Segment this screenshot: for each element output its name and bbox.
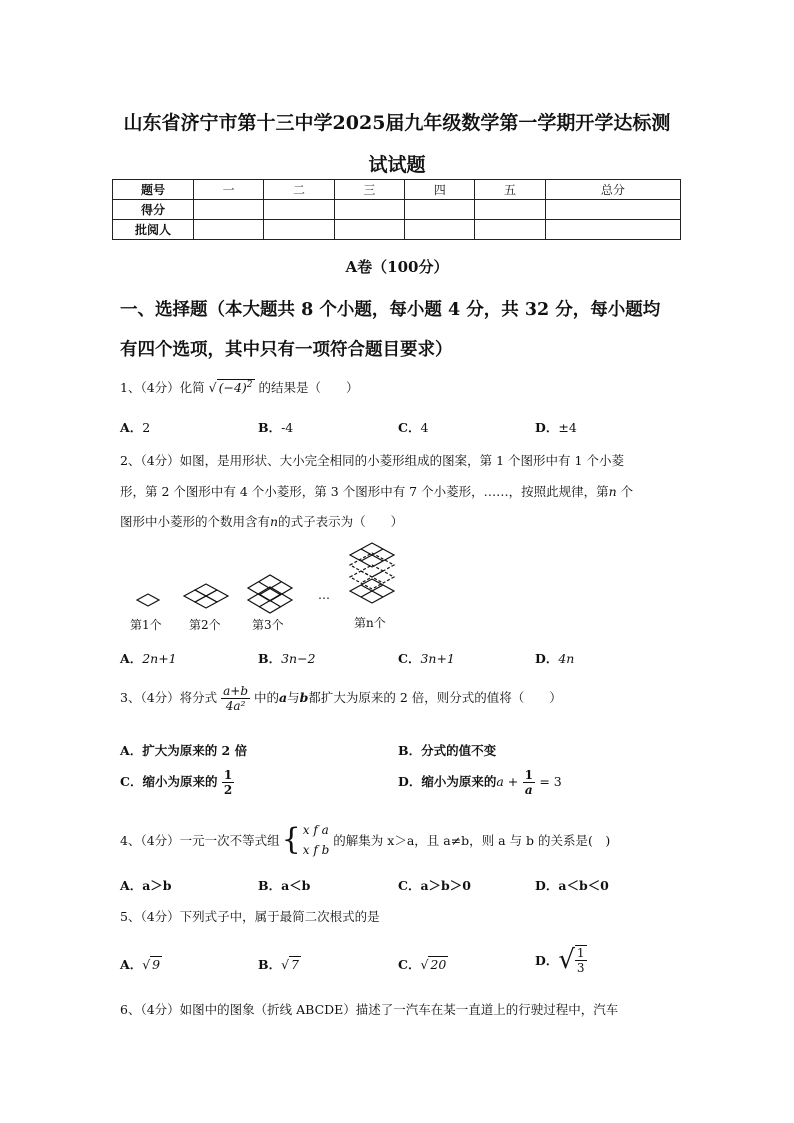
frac-num: 1 (524, 768, 533, 782)
option-value: a＜b＜0 (558, 878, 609, 893)
question-6: 6、（4分）如图中的图象（折线 ABCDE）描述了一汽车在某一直道上的行驶过程中，汽车 (120, 1002, 619, 1017)
score-cell[interactable] (334, 220, 404, 240)
option-letter: C． (398, 651, 421, 666)
figure-label-n: 第n个 (354, 616, 386, 630)
question-5: 5、（4分）下列式子中，属于最简二次根式的是 (120, 909, 380, 924)
q1-option-a[interactable] (120, 418, 150, 436)
score-row-label: 得分 (113, 200, 194, 220)
q5-option-d[interactable] (535, 945, 587, 975)
q2-option-b[interactable] (258, 649, 316, 667)
q3-var-a: a (279, 690, 288, 705)
brace-icon: { (281, 822, 301, 857)
score-cell[interactable] (264, 220, 334, 240)
option-value: -4 (281, 420, 294, 435)
q3-prefix: 3、（4分）将分式 (120, 690, 218, 705)
frac-den: 3 (576, 961, 585, 975)
q1-prefix: 1、（4分）化简 (120, 380, 205, 395)
radicand: 7 (291, 957, 299, 972)
option-value: a＞b＞0 (420, 878, 471, 893)
option-letter: D． (535, 651, 559, 666)
q3-fraction (221, 684, 250, 713)
sqrt-expr: √ 9 (142, 957, 161, 972)
score-cell[interactable] (545, 220, 680, 240)
option-letter: D． (535, 953, 559, 968)
option-letter: B． (398, 743, 422, 758)
score-table-header-row (113, 180, 681, 200)
option-letter: C． (120, 774, 143, 789)
frac-den: 2 (223, 783, 233, 797)
q1-option-d[interactable] (535, 418, 577, 436)
rhombus-group-2 (184, 584, 228, 608)
figure-label-1: 第1个 (130, 618, 162, 632)
rhombus-group-n (350, 543, 394, 603)
q3-mid2: 与 (287, 690, 300, 705)
q3-optc-fraction (222, 768, 234, 797)
q4-sys-line2: x f b (302, 843, 330, 857)
radicand: 20 (430, 957, 447, 972)
score-cell[interactable] (194, 220, 264, 240)
option-value: a＜b (281, 878, 311, 893)
q2-option-a[interactable] (120, 649, 177, 667)
score-header-cell: 四 (405, 180, 475, 200)
q1-suffix: 的结果是（ ） (258, 380, 359, 395)
score-row-label: 批阅人 (113, 220, 194, 240)
score-table-row (113, 200, 681, 220)
frac-num: 1 (223, 768, 233, 782)
q4-option-d[interactable] (535, 876, 609, 894)
q2-var-n: n (270, 514, 279, 529)
score-cell[interactable] (475, 220, 545, 240)
option-letter: D． (535, 878, 559, 893)
q2-var-n: n (608, 484, 617, 499)
option-letter: C． (398, 420, 421, 435)
frac-den: a (524, 783, 533, 797)
option-letter: A． (120, 420, 143, 435)
q5-option-c[interactable] (398, 955, 448, 973)
q5-option-a[interactable] (120, 955, 162, 973)
frac-num: 1 (576, 946, 585, 960)
radicand: 9 (152, 957, 161, 972)
score-cell[interactable] (475, 200, 545, 220)
sqrt-fraction (575, 945, 587, 975)
option-value: 3n−2 (281, 651, 316, 666)
sqrt-expr: √ 20 (420, 957, 447, 972)
sqrt-expr: √ 7 (281, 957, 299, 972)
q3-optd-expr: a + (496, 774, 519, 789)
question-4 (120, 820, 610, 860)
score-table (112, 179, 681, 240)
q1-option-b[interactable] (258, 418, 293, 436)
question-1 (120, 378, 359, 396)
exam-title-line2: 试试题 (368, 154, 426, 176)
q3-mid1: 中的 (254, 690, 280, 705)
score-table-row (113, 220, 681, 240)
score-cell[interactable] (194, 200, 264, 220)
q3-optd-expr-end: = 3 (539, 774, 562, 789)
option-letter: A． (120, 651, 143, 666)
option-letter: B． (258, 420, 282, 435)
q4-option-c[interactable] (398, 876, 471, 894)
q2-option-d[interactable] (535, 649, 574, 667)
q2-line3-a: 图形中小菱形的个数用含有 (120, 514, 271, 529)
q3-option-c[interactable] (120, 768, 234, 797)
q4-system (303, 820, 330, 860)
q4-prefix: 4、（4分）一元一次不等式组 (120, 833, 280, 848)
score-header-cell: 一 (194, 180, 264, 200)
option-value: 3n+1 (420, 651, 455, 666)
option-value: 4 (420, 420, 429, 435)
option-letter: B． (258, 651, 282, 666)
option-value: ±4 (558, 420, 577, 435)
score-header-cell: 题号 (113, 180, 194, 200)
option-value: 2n+1 (142, 651, 177, 666)
q4-option-b[interactable] (258, 876, 310, 894)
q3-suffix: 都扩大为原来的 2 倍，则分式的值将（ ） (308, 690, 562, 705)
q1-exponent: 2 (246, 379, 253, 390)
section-heading-line2: 有四个选项，其中只有一项符合题目要求） (120, 340, 453, 360)
sqrt-sign-icon: √ (558, 945, 575, 975)
section-heading-line1: 一、选择题（本大题共 8 个小题，每小题 4 分，共 32 分，每小题均 (120, 300, 661, 320)
score-cell[interactable] (334, 200, 404, 220)
part-a-heading: A卷（100分） (345, 258, 449, 276)
rhombus-group-3 (248, 575, 292, 613)
q2-line3-b: 的式子表示为（ ） (278, 514, 404, 529)
option-letter: A． (120, 743, 143, 758)
option-value: 分式的值不变 (421, 743, 497, 758)
q4-option-a[interactable] (120, 876, 172, 894)
q5-option-b[interactable] (258, 955, 301, 973)
option-letter: C． (398, 878, 421, 893)
score-cell[interactable] (545, 200, 680, 220)
option-value: 扩大为原来的 2 倍 (142, 743, 248, 758)
rhombus-shape (137, 594, 159, 606)
q3-optd-fraction (523, 768, 535, 797)
option-letter: B． (258, 878, 282, 893)
q3-var-b: b (299, 690, 309, 705)
q3-option-b[interactable] (398, 741, 496, 759)
q1-option-c[interactable] (398, 418, 428, 436)
option-letter: B． (258, 957, 282, 972)
q2-line2 (120, 482, 633, 500)
score-cell[interactable] (405, 220, 475, 240)
score-cell[interactable] (264, 200, 334, 220)
exam-title-line1: 山东省济宁市第十三中学2025届九年级数学第一学期开学达标测 (123, 112, 671, 134)
q2-line3 (120, 512, 403, 530)
option-letter: C． (398, 957, 421, 972)
score-header-cell: 三 (334, 180, 404, 200)
q4-sys-line1: x f a (302, 823, 329, 837)
score-header-cell: 总分 (545, 180, 680, 200)
q2-line2-text: 形，第 2 个图形中有 4 个小菱形，第 3 个图形中有 7 个小菱形，……，按照此规律，第 (120, 484, 609, 499)
option-letter: D． (535, 420, 559, 435)
option-letter: A． (120, 878, 143, 893)
score-header-cell: 二 (264, 180, 334, 200)
q1-radicand: (−4) (218, 380, 247, 395)
figure-ellipsis: … (318, 588, 330, 602)
option-letter: A． (120, 957, 143, 972)
figure-label-2: 第2个 (189, 618, 221, 632)
q2-line1: 2、（4分）如图，是用形状、大小完全相同的小菱形组成的图案，第 1 个图形中有 1 个小菱 (120, 453, 624, 468)
q2-line2-end: 个 (620, 484, 634, 499)
option-letter: D． (398, 774, 422, 789)
q3-frac-den: 4a² (225, 699, 246, 713)
option-value: 缩小为原来的 (421, 774, 497, 789)
figure-label-3: 第3个 (252, 618, 284, 632)
question-3 (120, 684, 562, 713)
score-header-cell: 五 (475, 180, 545, 200)
option-value: a＞b (142, 878, 172, 893)
option-value: 4n (558, 651, 575, 666)
q1-sqrt: √ $(-4)^2$ (208, 379, 253, 395)
q3-frac-num: a+b (223, 684, 249, 698)
option-value: 2 (142, 420, 151, 435)
score-cell[interactable] (405, 200, 475, 220)
q2-option-c[interactable] (398, 649, 455, 667)
q3-option-a[interactable] (120, 741, 247, 759)
q4-suffix: 的解集为 x＞a，且 a≠b，则 a 与 b 的关系是( ) (333, 833, 611, 848)
q3-option-d[interactable] (398, 768, 562, 797)
option-value: 缩小为原来的 (142, 774, 218, 789)
